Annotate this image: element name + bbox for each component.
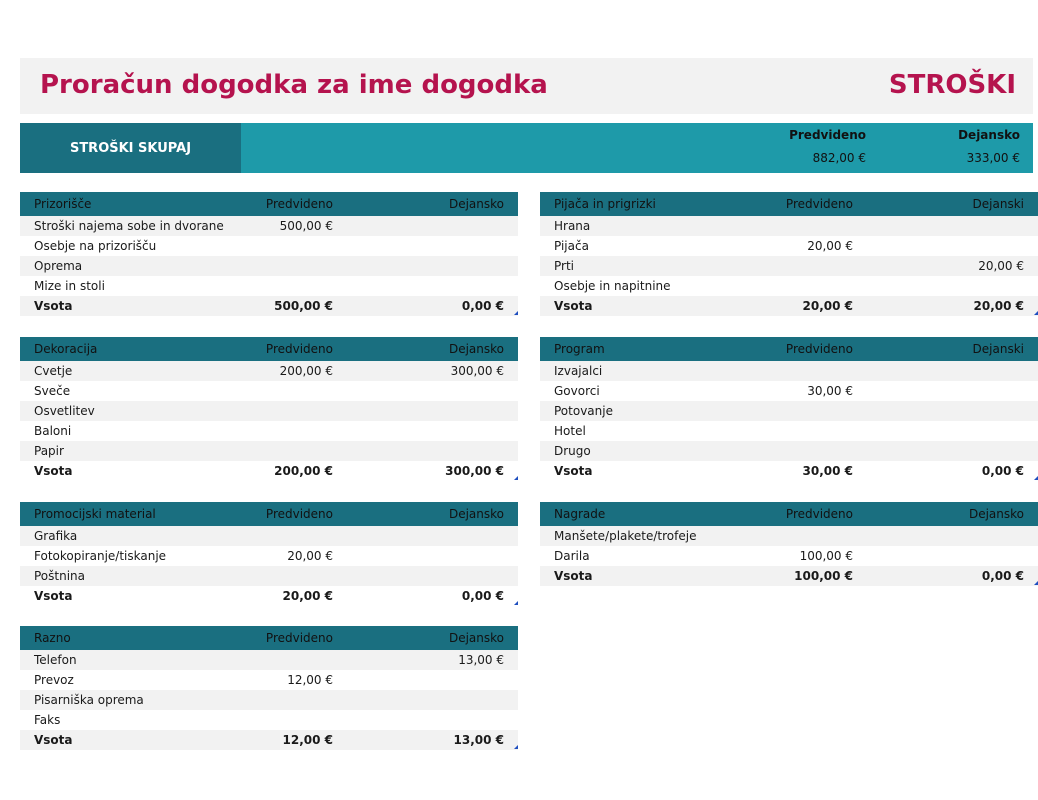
table-row xyxy=(20,650,518,670)
item-name-cell[interactable]: Pijača xyxy=(554,239,589,253)
item-name-cell[interactable]: Telefon xyxy=(34,653,77,667)
item-name-cell[interactable]: Osvetlitev xyxy=(34,404,95,418)
table-row xyxy=(540,546,1038,566)
planned-column-header: Predvideno xyxy=(785,197,853,211)
cell-marker-icon xyxy=(514,311,518,315)
cell-marker-icon xyxy=(1034,476,1038,480)
actual-column-header: Dejansko xyxy=(968,507,1024,521)
table-body xyxy=(20,361,518,481)
table-body xyxy=(20,216,518,316)
planned-cell[interactable]: 12,00 € xyxy=(287,673,333,687)
planned-column-header: Predvideno xyxy=(265,631,333,645)
table-header xyxy=(20,337,518,361)
table-row xyxy=(20,401,518,421)
cell-marker-icon xyxy=(514,476,518,480)
total-label: Vsota xyxy=(34,589,73,603)
item-name-cell[interactable]: Izvajalci xyxy=(554,364,603,378)
table-row xyxy=(540,401,1038,421)
summary-actual-value[interactable]: 333,00 € xyxy=(966,151,1020,165)
table-row xyxy=(540,256,1038,276)
total-label: Vsota xyxy=(554,464,593,478)
actual-column-header: Dejansko xyxy=(448,197,504,211)
table-row xyxy=(20,276,518,296)
total-planned-cell[interactable]: 200,00 € xyxy=(274,464,333,478)
total-row xyxy=(540,296,1038,316)
item-name-cell[interactable]: Stroški najema sobe in dvorane xyxy=(34,219,224,233)
table-row xyxy=(540,236,1038,256)
category-name: Promocijski material xyxy=(34,507,156,521)
table-row xyxy=(540,526,1038,546)
page-title: Proračun dogodka za ime dogodka xyxy=(40,70,548,100)
table-body xyxy=(20,650,518,750)
total-actual-cell[interactable]: 0,00 € xyxy=(981,464,1024,478)
table-row xyxy=(20,526,518,546)
item-name-cell[interactable]: Cvetje xyxy=(34,364,73,378)
category-name: Dekoracija xyxy=(34,342,98,356)
summary-planned-value[interactable]: 882,00 € xyxy=(812,151,866,165)
page-subtitle: STROŠKI xyxy=(888,70,1016,100)
table-row xyxy=(20,236,518,256)
table-row xyxy=(20,381,518,401)
item-name-cell[interactable]: Papir xyxy=(34,444,64,458)
actual-column-header: Dejansko xyxy=(448,507,504,521)
item-name-cell[interactable]: Sveče xyxy=(34,384,71,398)
summary-label: STROŠKI SKUPAJ xyxy=(20,123,241,173)
summary-planned-header: Predvideno xyxy=(789,128,866,142)
table-header xyxy=(20,626,518,650)
planned-column-header: Predvideno xyxy=(265,507,333,521)
total-label: Vsota xyxy=(554,569,593,583)
item-name-cell[interactable]: Mize in stoli xyxy=(34,279,105,293)
item-name-cell[interactable]: Potovanje xyxy=(554,404,613,418)
table-row xyxy=(540,216,1038,236)
actual-column-header: Dejansko xyxy=(448,342,504,356)
total-row xyxy=(20,296,518,316)
total-actual-cell[interactable]: 20,00 € xyxy=(973,299,1024,313)
category-name: Program xyxy=(554,342,605,356)
item-name-cell[interactable]: Fotokopiranje/tiskanje xyxy=(34,549,167,563)
item-name-cell[interactable]: Oprema xyxy=(34,259,83,273)
table-body xyxy=(540,361,1038,481)
table-prizes xyxy=(540,502,1038,586)
actual-cell[interactable]: 300,00 € xyxy=(450,364,504,378)
title-bar xyxy=(20,58,1033,114)
total-row xyxy=(20,730,518,750)
table-misc xyxy=(20,626,518,750)
item-name-cell[interactable]: Hotel xyxy=(554,424,586,438)
table-row xyxy=(20,566,518,586)
table-row xyxy=(540,421,1038,441)
table-row xyxy=(20,690,518,710)
total-label: Vsota xyxy=(34,733,73,747)
category-name: Pijača in prigrizki xyxy=(554,197,656,211)
item-name-cell[interactable]: Poštnina xyxy=(34,569,86,583)
planned-cell[interactable]: 100,00 € xyxy=(799,549,853,563)
total-actual-cell[interactable]: 13,00 € xyxy=(453,733,504,747)
item-name-cell[interactable]: Manšete/plakete/trofeje xyxy=(554,529,697,543)
cell-marker-icon xyxy=(514,601,518,605)
planned-column-header: Predvideno xyxy=(265,342,333,356)
table-body xyxy=(540,216,1038,316)
table-venue xyxy=(20,192,518,316)
table-row xyxy=(20,710,518,730)
total-expenses-summary xyxy=(20,123,1033,173)
planned-cell[interactable]: 30,00 € xyxy=(807,384,853,398)
item-name-cell[interactable]: Grafika xyxy=(34,529,78,543)
item-name-cell[interactable]: Govorci xyxy=(554,384,600,398)
cell-marker-icon xyxy=(1034,581,1038,585)
total-row xyxy=(20,586,518,606)
item-name-cell[interactable]: Osebje na prizorišču xyxy=(34,239,157,253)
item-name-cell[interactable]: Prevoz xyxy=(34,673,74,687)
table-row xyxy=(20,546,518,566)
item-name-cell[interactable]: Drugo xyxy=(554,444,591,458)
item-name-cell[interactable]: Pisarniška oprema xyxy=(34,693,144,707)
total-label: Vsota xyxy=(34,299,73,313)
actual-cell[interactable]: 20,00 € xyxy=(978,259,1024,273)
table-row xyxy=(20,256,518,276)
table-promo xyxy=(20,502,518,606)
table-program xyxy=(540,337,1038,481)
total-planned-cell[interactable]: 12,00 € xyxy=(282,733,333,747)
total-label: Vsota xyxy=(34,464,73,478)
planned-cell[interactable]: 500,00 € xyxy=(279,219,333,233)
total-planned-cell[interactable]: 20,00 € xyxy=(282,589,333,603)
item-name-cell[interactable]: Osebje in napitnine xyxy=(554,279,671,293)
planned-cell[interactable]: 200,00 € xyxy=(279,364,333,378)
table-row xyxy=(540,381,1038,401)
table-row xyxy=(540,361,1038,381)
cell-marker-icon xyxy=(1034,311,1038,315)
table-header xyxy=(540,337,1038,361)
total-row xyxy=(20,461,518,481)
table-row xyxy=(20,216,518,236)
planned-column-header: Predvideno xyxy=(265,197,333,211)
table-row xyxy=(20,441,518,461)
table-header xyxy=(540,192,1038,216)
actual-column-header: Dejanski xyxy=(972,197,1024,211)
total-planned-cell[interactable]: 100,00 € xyxy=(794,569,853,583)
total-planned-cell[interactable]: 500,00 € xyxy=(274,299,333,313)
total-actual-cell[interactable]: 0,00 € xyxy=(461,589,504,603)
item-name-cell[interactable]: Baloni xyxy=(34,424,72,438)
table-header xyxy=(540,502,1038,526)
table-row xyxy=(20,670,518,690)
table-header xyxy=(20,192,518,216)
table-body xyxy=(20,526,518,606)
table-row xyxy=(20,421,518,441)
planned-column-header: Predvideno xyxy=(785,342,853,356)
planned-cell[interactable]: 20,00 € xyxy=(287,549,333,563)
category-name: Nagrade xyxy=(554,507,606,521)
table-row xyxy=(20,361,518,381)
category-name: Razno xyxy=(34,631,71,645)
item-name-cell[interactable]: Prti xyxy=(554,259,574,273)
table-header xyxy=(20,502,518,526)
item-name-cell[interactable]: Faks xyxy=(34,713,61,727)
total-actual-cell[interactable]: 0,00 € xyxy=(981,569,1024,583)
total-label: Vsota xyxy=(554,299,593,313)
table-row xyxy=(540,441,1038,461)
actual-column-header: Dejansko xyxy=(448,631,504,645)
total-actual-cell[interactable]: 0,00 € xyxy=(461,299,504,313)
total-planned-cell[interactable]: 20,00 € xyxy=(802,299,853,313)
planned-column-header: Predvideno xyxy=(785,507,853,521)
actual-cell[interactable]: 13,00 € xyxy=(458,653,504,667)
total-row xyxy=(540,461,1038,481)
table-row xyxy=(540,276,1038,296)
total-planned-cell[interactable]: 30,00 € xyxy=(802,464,853,478)
total-row xyxy=(540,566,1038,586)
table-body xyxy=(540,526,1038,586)
summary-actual-header: Dejansko xyxy=(958,128,1020,142)
category-name: Prizorišče xyxy=(34,197,92,211)
cell-marker-icon xyxy=(514,745,518,749)
table-decorations xyxy=(20,337,518,481)
item-name-cell[interactable]: Hrana xyxy=(554,219,591,233)
table-refreshments xyxy=(540,192,1038,316)
item-name-cell[interactable]: Darila xyxy=(554,549,590,563)
actual-column-header: Dejanski xyxy=(972,342,1024,356)
total-actual-cell[interactable]: 300,00 € xyxy=(445,464,504,478)
planned-cell[interactable]: 20,00 € xyxy=(807,239,853,253)
